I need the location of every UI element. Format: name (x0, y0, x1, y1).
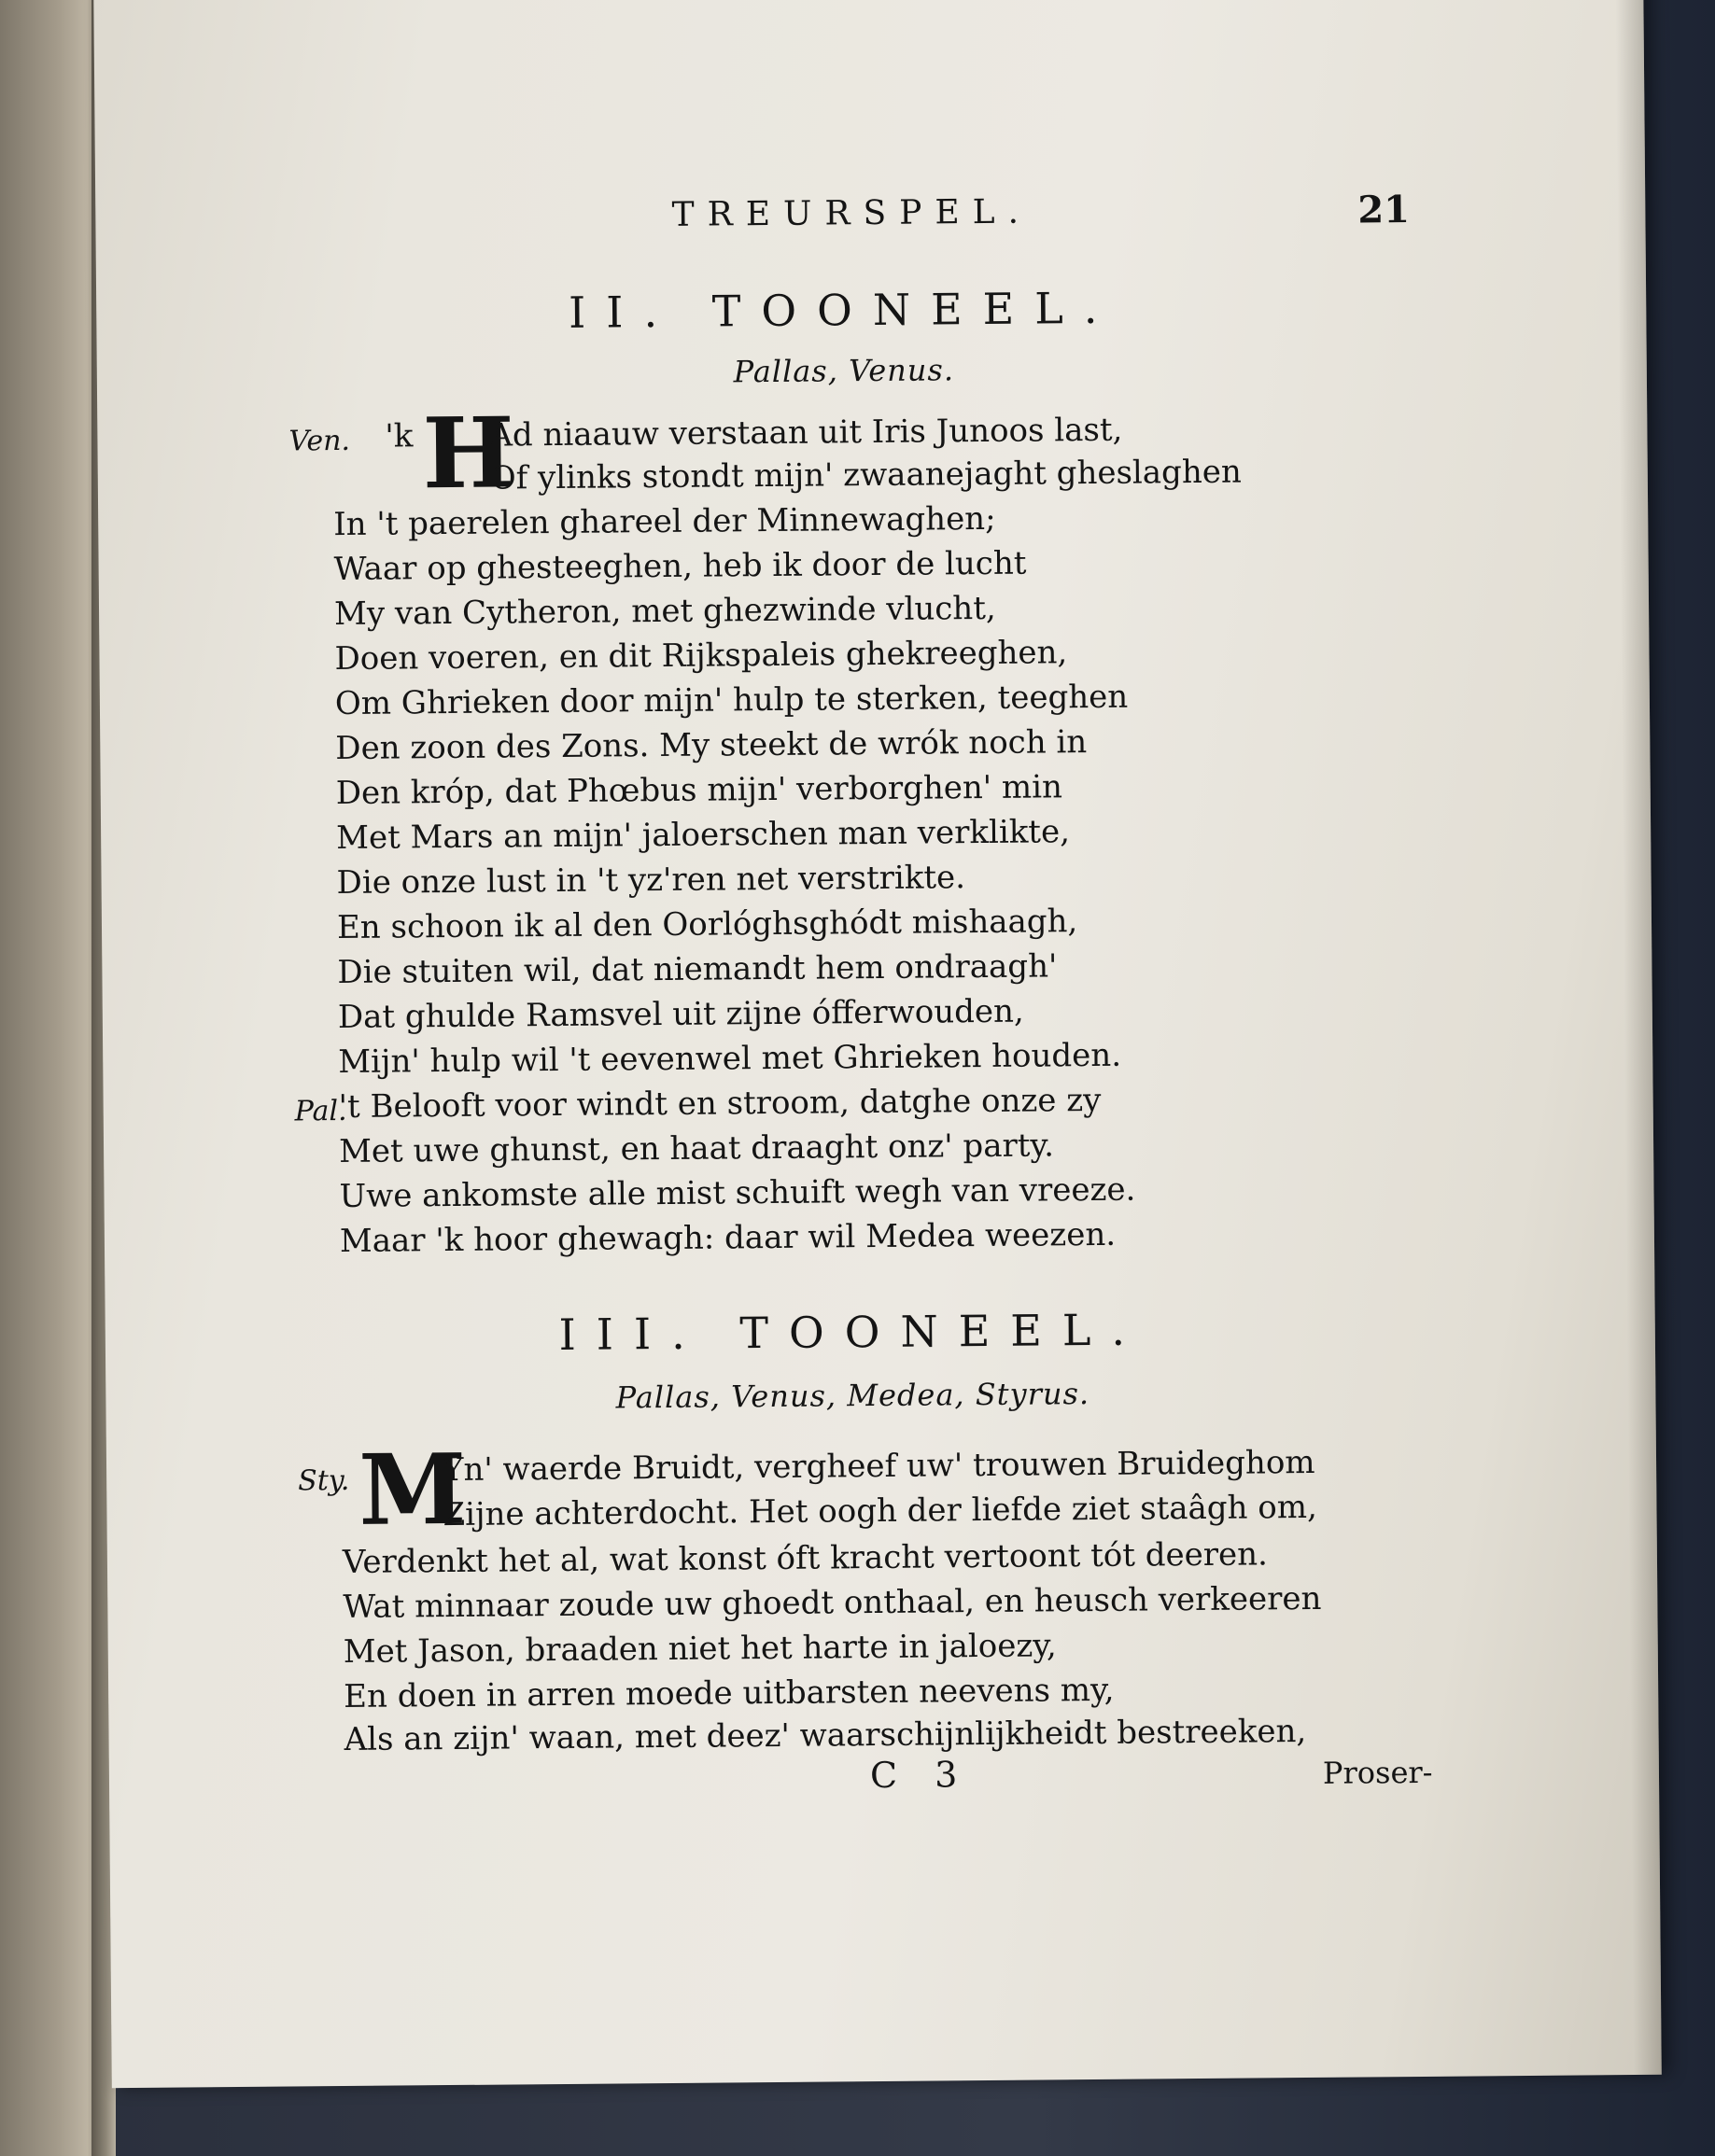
verse-line: 't Belooft voor windt en stroom, datghe onze zy (338, 1081, 1102, 1127)
verse-line: Waar op ghesteeghen, heb ik door de lucht (333, 544, 1027, 589)
verse-line: Met Jason, braaden niet het harte in jaloezy, (343, 1627, 1057, 1672)
verse-line: En schoon ik al den Oorlóghsghódt mishaagh, (336, 903, 1078, 947)
verse-line: Zijne achterdocht. Het oogh der liefde ziet staâgh om, (443, 1488, 1317, 1534)
verse-line: Uwe ankomste alle mist schuift wegh van vreeze. (339, 1170, 1136, 1216)
verse-line: Mijn' hulp wil 't eevenwel met Ghrieken houden. (338, 1036, 1122, 1082)
verse-line: Doen voeren, en dit Rijkspaleis ghekreeghen, (334, 634, 1068, 679)
scene-2-heading-text: II. TOONEEL. (568, 282, 1118, 338)
speaker-label-pallas: Pal. (294, 1094, 347, 1128)
scene-2-heading (96, 278, 1646, 342)
drop-cap-m: M (358, 1431, 467, 1547)
scene-2-cast-text: Pallas, Venus. (733, 352, 955, 390)
verse-line: Om Ghrieken door mijn' hulp te sterken, teeghen (334, 678, 1129, 723)
verse-line: Maar 'k hoor ghewagh: daar wil Medea weezen. (339, 1215, 1117, 1261)
verse-line: Wat minnaar zoude uw ghoedt onthaal, en heusch verkeeren (343, 1579, 1322, 1627)
verse-line: Yn' waerde Bruidt, vergheef uw' trouwen Bruideghom (442, 1443, 1315, 1490)
verse-line: Als an zijn' waan, met deez' waarschijnlijkheidt bestreeken, (344, 1713, 1307, 1759)
catchword: Proser- (1322, 1754, 1433, 1791)
drop-cap-h: H (422, 395, 515, 511)
scene-3-heading (105, 1300, 1655, 1364)
verse-prefix: 'k (385, 417, 414, 455)
running-head (95, 188, 1645, 239)
verse-line: Dat ghulde Ramsvel uit zijne ófferwouden, (337, 992, 1024, 1037)
speaker-label-styrus: Sty. (298, 1463, 350, 1498)
verse-line: Den króp, dat Phœbus mijn' verborghen' min (335, 768, 1063, 813)
verse-line: Of ylinks stondt mijn' zwaanejaght gheslaghen (489, 453, 1242, 497)
scene-2-cast (97, 346, 1647, 395)
running-head-text: TREURSPEL. (671, 192, 1033, 234)
verse-line: Die onze lust in 't yz'ren net verstrikte. (336, 859, 966, 903)
verse-line: Den zoon des Zons. My steekt de wrók noch in (335, 723, 1088, 768)
signature-mark: C 3 (869, 1754, 971, 1797)
scene-3-heading-text: III. TOONEEL. (558, 1304, 1146, 1360)
verse-line: Die stuiten wil, dat niemandt hem ondraagh' (337, 947, 1058, 992)
book-page (93, 0, 1662, 2088)
verse-line: Met Mars an mijn' jaloerschen man verklikte, (335, 813, 1071, 858)
verse-line: In 't paerelen ghareel der Minnewaghen; (333, 499, 996, 544)
verse-line: Ad niaauw verstaan uit Iris Junoos last, (489, 411, 1123, 455)
scene-3-cast (105, 1371, 1655, 1420)
speaker-label-venus: Ven. (288, 424, 351, 458)
verse-line: My van Cytheron, met ghezwinde vlucht, (333, 589, 996, 634)
verse-line: En doen in arren moede uitbarsten neevens my, (344, 1671, 1115, 1716)
facing-page-edge (0, 0, 103, 2156)
scene-3-cast-text: Pallas, Venus, Medea, Styrus. (615, 1376, 1090, 1416)
page-number: 21 (1357, 187, 1411, 232)
verse-line: Met uwe ghunst, en haat draaght onz' party. (338, 1127, 1055, 1171)
verse-line: Verdenkt het al, wat konst óft kracht vertoont tót deeren. (342, 1535, 1269, 1582)
